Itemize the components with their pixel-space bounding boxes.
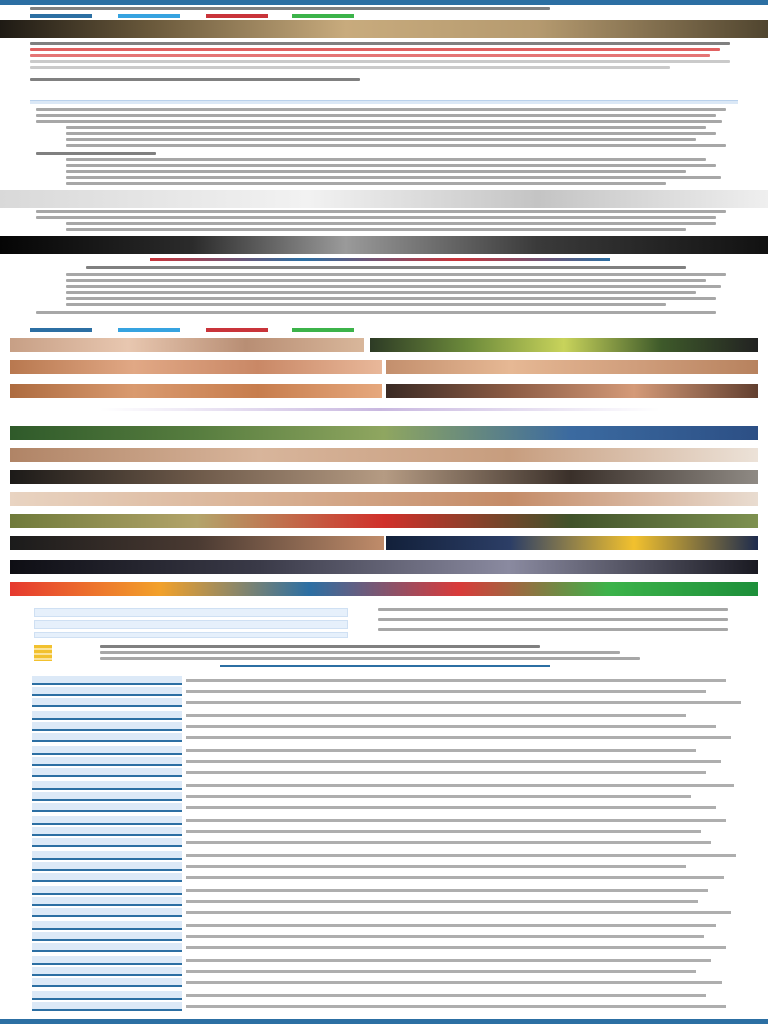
news-row[interactable] [32,978,732,989]
news-row[interactable] [32,687,732,698]
news-row-link[interactable] [32,722,182,731]
badge-icon [34,645,52,661]
gallery-row-6a[interactable] [10,536,384,550]
news-row-link[interactable] [32,733,182,742]
news-row-summary [186,806,716,809]
news-row[interactable] [32,722,732,733]
news-row[interactable] [32,851,732,862]
news-row-summary [186,679,726,682]
news-row-link[interactable] [32,711,182,720]
news-row-summary [186,876,724,879]
hero-banner-image[interactable] [0,20,768,38]
news-row[interactable] [32,862,732,873]
news-row-summary [186,784,734,787]
news-row-summary [186,830,701,833]
nav-pill-4[interactable] [292,14,354,18]
news-row-summary [186,924,716,927]
gallery-row-8[interactable] [10,582,758,596]
news-row[interactable] [32,803,732,814]
news-row[interactable] [32,781,732,792]
header-text-line [30,7,550,10]
news-row-link[interactable] [32,886,182,895]
gallery-row-4[interactable] [10,492,758,506]
news-row-summary [186,994,706,997]
news-row-summary [186,900,698,903]
info-list-right [378,608,732,638]
nav-pill-row-middle [30,328,360,333]
callout-text [100,645,660,663]
thumb-5[interactable] [10,384,382,398]
news-row-link[interactable] [32,827,182,836]
news-row[interactable] [32,991,732,1002]
article-body-section-1 [36,108,732,188]
news-row-summary [186,889,708,892]
info-box-2[interactable] [34,620,348,629]
news-row-link[interactable] [32,897,182,906]
news-row-summary [186,1005,726,1008]
nav-pill-row-top [30,14,360,19]
news-row-link[interactable] [32,978,182,987]
news-row[interactable] [32,967,732,978]
article-body-section-3 [36,266,732,322]
news-row-link[interactable] [32,768,182,777]
news-row-link[interactable] [32,908,182,917]
nav-pill-mid-2[interactable] [118,328,180,332]
thumb-2[interactable] [370,338,758,352]
news-row-link[interactable] [32,943,182,952]
news-row[interactable] [32,816,732,827]
news-row-link[interactable] [32,757,182,766]
news-row-summary [186,841,711,844]
news-row[interactable] [32,943,732,954]
info-box-1[interactable] [34,608,348,617]
news-row[interactable] [32,932,732,943]
nav-pill-3[interactable] [206,14,268,18]
news-row[interactable] [32,676,732,687]
nav-pill-mid-4[interactable] [292,328,354,332]
nav-pill-mid-1[interactable] [30,328,92,332]
news-row-summary [186,970,696,973]
news-row[interactable] [32,1002,732,1013]
thumb-3[interactable] [10,360,382,374]
news-row-link[interactable] [32,1002,182,1011]
news-row-link[interactable] [32,816,182,825]
news-row-link[interactable] [32,792,182,801]
nav-pill-2[interactable] [118,14,180,18]
news-row-summary [186,935,704,938]
news-row-summary [186,819,726,822]
news-row[interactable] [32,873,732,884]
news-row[interactable] [32,698,732,709]
bottom-bar [0,1019,768,1024]
news-row[interactable] [32,746,732,757]
gallery-row-1[interactable] [10,426,758,440]
thumb-1[interactable] [10,338,364,352]
news-row-summary [186,760,721,763]
news-row-link[interactable] [32,838,182,847]
news-row[interactable] [32,956,732,967]
news-row-link[interactable] [32,921,182,930]
thumb-4[interactable] [386,360,758,374]
gallery-row-7[interactable] [10,560,758,574]
news-row-summary [186,911,731,914]
news-row-link[interactable] [32,746,182,755]
news-row-summary [186,865,686,868]
news-row[interactable] [32,897,732,908]
nav-pill-mid-3[interactable] [206,328,268,332]
news-row-summary [186,771,706,774]
callout-underline [220,665,550,667]
news-row-summary [186,701,741,704]
gallery-row-2[interactable] [10,448,758,462]
news-row[interactable] [32,838,732,849]
info-box-3[interactable] [34,632,348,638]
article-headline-block [30,42,738,84]
news-row-summary [186,690,706,693]
news-row-link[interactable] [32,967,182,976]
news-row[interactable] [32,711,732,722]
article-body-section-2 [36,210,732,234]
news-row[interactable] [32,921,732,932]
news-row-summary [186,981,722,984]
color-divider [150,258,610,261]
news-row-link[interactable] [32,956,182,965]
gallery-row-5[interactable] [10,514,758,528]
news-row-link[interactable] [32,991,182,1000]
section-tab-strip[interactable] [30,100,738,104]
news-row[interactable] [32,768,732,779]
news-row-link[interactable] [32,781,182,790]
nav-pill-1[interactable] [30,14,92,18]
news-row-link[interactable] [32,687,182,696]
news-row[interactable] [32,886,732,897]
news-row-summary [186,795,691,798]
gallery-caption-line [100,408,660,411]
news-row-link[interactable] [32,698,182,707]
news-row[interactable] [32,908,732,919]
news-row-link[interactable] [32,676,182,685]
news-row-summary [186,736,731,739]
top-navigation-bar [0,0,768,5]
news-row-link[interactable] [32,932,182,941]
news-row-summary [186,854,736,857]
news-row[interactable] [32,827,732,838]
news-row-summary [186,946,726,949]
news-row-link[interactable] [32,873,182,882]
news-row-summary [186,714,686,717]
news-row[interactable] [32,733,732,744]
news-row-link[interactable] [32,851,182,860]
news-row-summary [186,725,716,728]
gallery-row-6b[interactable] [386,536,758,550]
news-row-summary [186,959,711,962]
news-row-summary [186,749,696,752]
thumb-6[interactable] [386,384,758,398]
news-row-link[interactable] [32,803,182,812]
news-row[interactable] [32,757,732,768]
article-image-2[interactable] [0,190,768,208]
gallery-row-3[interactable] [10,470,758,484]
article-image-3[interactable] [0,236,768,254]
news-row-link[interactable] [32,862,182,871]
news-row[interactable] [32,792,732,803]
